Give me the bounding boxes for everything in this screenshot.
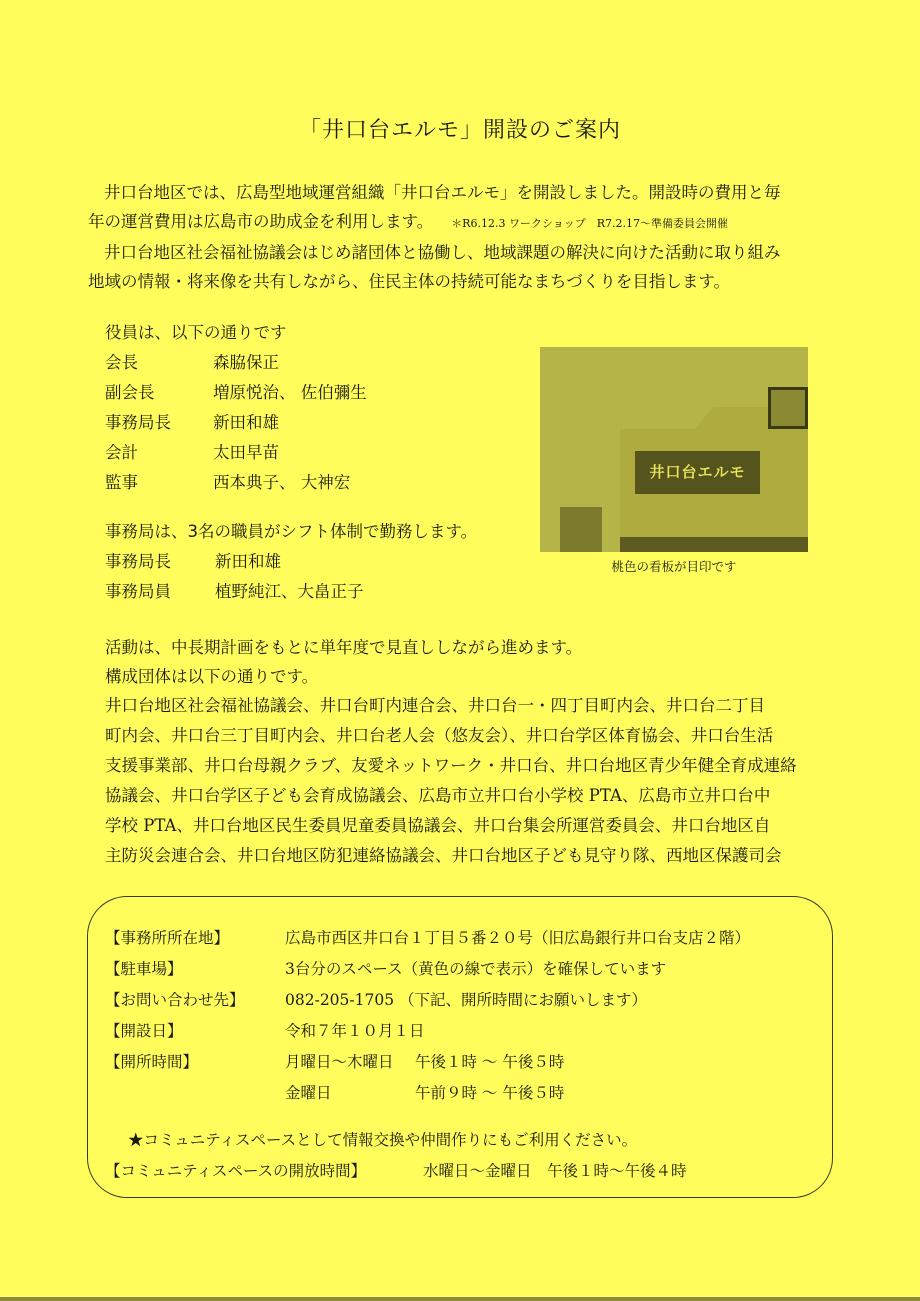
officer-role: 副会長 (105, 383, 155, 402)
staff-role: 事務局員 (105, 582, 171, 601)
office-info (105, 923, 750, 1109)
officer-row (105, 348, 367, 378)
photo-window (768, 387, 808, 429)
hours-label: 【開所時間】 (105, 1053, 199, 1071)
contact-label: 【お問い合わせ先】 (105, 991, 245, 1009)
staff-list (105, 517, 477, 607)
opening-date-label: 【開設日】 (105, 1022, 183, 1040)
members-line: 協議会、井口台学区子ども会育成協議会、広島市立井口台小学校 PTA、広島市立井口台中 (105, 786, 771, 805)
staff-row (105, 577, 477, 607)
staff-role: 事務局長 (105, 552, 171, 571)
page-title: 「井口台エルモ」開設のご案内 (298, 118, 621, 143)
officer-row (105, 378, 367, 408)
members-line: 学校 PTA、井口台地区民生委員児童委員協議会、井口台集会所運営委員会、井口台地区自 (105, 816, 771, 835)
photo-apartments (560, 507, 602, 552)
intro-line-2 (88, 207, 848, 238)
intro-line-4: 地域の情報・将来像を共有しながら、住民主体の持続可能なまちづくりを目指します。 (88, 272, 731, 291)
contact-row (105, 985, 750, 1016)
activities-line-1: 活動は、中長期計画をもとに単年度で見直ししながら進めます。 (105, 638, 583, 657)
address-row (105, 923, 750, 954)
members-line: 町内会、井口台三丁目町内会、井口台老人会（悠友会）、井口台学区体育協会、井口台生活 (105, 726, 774, 745)
hours-time: 午後１時 ～ 午後５時 (415, 1053, 565, 1071)
members-line: 主防災会連合会、井口台地区防犯連絡協議会、井口台地区子ども見守り隊、西地区保護司会 (105, 846, 782, 865)
staff-row (105, 547, 477, 577)
building-photo (540, 347, 808, 552)
intro-paragraph (88, 178, 848, 296)
community-hours-value: 水曜日～金曜日 午後１時～午後４時 (423, 1162, 687, 1180)
members-line: 支援事業部、井口台母親クラブ、友愛ネットワーク・井口台、井口台地区青少年健全育成連絡 (105, 756, 797, 775)
officer-names: 新田和雄 (213, 413, 279, 432)
intro-line-3: 井口台地区社会福祉協議会はじめ諸団体と協働し、地域課題の解決に向けた活動に取り組み (104, 243, 781, 262)
members-line: 井口台地区社会福祉協議会、井口台町内連合会、井口台一・四丁目町内会、井口台二丁目 (105, 696, 765, 715)
opening-date-value: 令和７年１０月１日 (285, 1022, 425, 1040)
officers-heading: 役員は、以下の通りです (105, 323, 287, 342)
photo-caption: 桃色の看板が目印です (611, 559, 737, 574)
parking-value: 3台分のスペース（黄色の線で表示）を確保しています (285, 960, 667, 978)
staff-heading: 事務局は、3名の職員がシフト体制で勤務します。 (105, 522, 478, 541)
staff-names: 植野純江、大畠正子 (215, 582, 364, 601)
officer-role: 事務局長 (105, 413, 171, 432)
intro-line-2-text: 年の運営費用は広島市の助成金を利用します。 (88, 212, 434, 231)
officer-names: 増原悦治、 佐伯彌生 (213, 383, 367, 402)
opening-date-row (105, 1016, 750, 1047)
officer-names: 太田早苗 (213, 443, 279, 462)
hours-days: 金曜日 (285, 1084, 332, 1102)
workshop-note: ＊R6.12.3 ワークショップ R7.2.17～準備委員会開催 (451, 217, 729, 230)
address-label: 【事務所所在地】 (105, 929, 230, 947)
intro-line-1: 井口台地区では、広島型地域運営組織「井口台エルモ」を開設しました。開設時の費用と毎 (104, 183, 781, 202)
officers-list (105, 318, 367, 498)
community-hours-label: 【コミュニティスペースの開放時間】 (105, 1162, 367, 1180)
officer-names: 西本典子、 大神宏 (213, 473, 351, 492)
officer-role: 会計 (105, 443, 138, 462)
hours-row (105, 1047, 750, 1078)
hours-row (105, 1078, 750, 1109)
paper-edge (0, 1297, 920, 1301)
officer-row (105, 408, 367, 438)
activities-intro (105, 633, 865, 691)
officer-row (105, 468, 367, 498)
officer-row (105, 438, 367, 468)
hours-days: 月曜日～木曜日 (285, 1053, 394, 1071)
activities-line-2: 構成団体は以下の通りです。 (105, 667, 319, 686)
community-note: ★コミュニティスペースとして情報交換や仲間作りにもご利用ください。 (128, 1131, 638, 1149)
address-value: 広島市西区井口台１丁目５番２０号（旧広島銀行井口台支店２階） (285, 929, 751, 947)
officer-names: 森脇保正 (213, 353, 279, 372)
parking-row (105, 954, 750, 985)
member-organizations (105, 691, 865, 871)
officer-role: 会長 (105, 353, 138, 372)
photo-storefront (620, 537, 808, 552)
contact-phone: 082-205-1705 （下記、開所時間にお願いします） (285, 991, 648, 1009)
hours-time: 午前９時 ～ 午後５時 (415, 1084, 565, 1102)
community-hours-row (105, 1156, 687, 1187)
community-space-info (105, 1125, 687, 1187)
building-sign: 井口台エルモ (635, 451, 760, 494)
staff-names: 新田和雄 (215, 552, 281, 571)
officer-role: 監事 (105, 473, 138, 492)
parking-label: 【駐車場】 (105, 960, 183, 978)
